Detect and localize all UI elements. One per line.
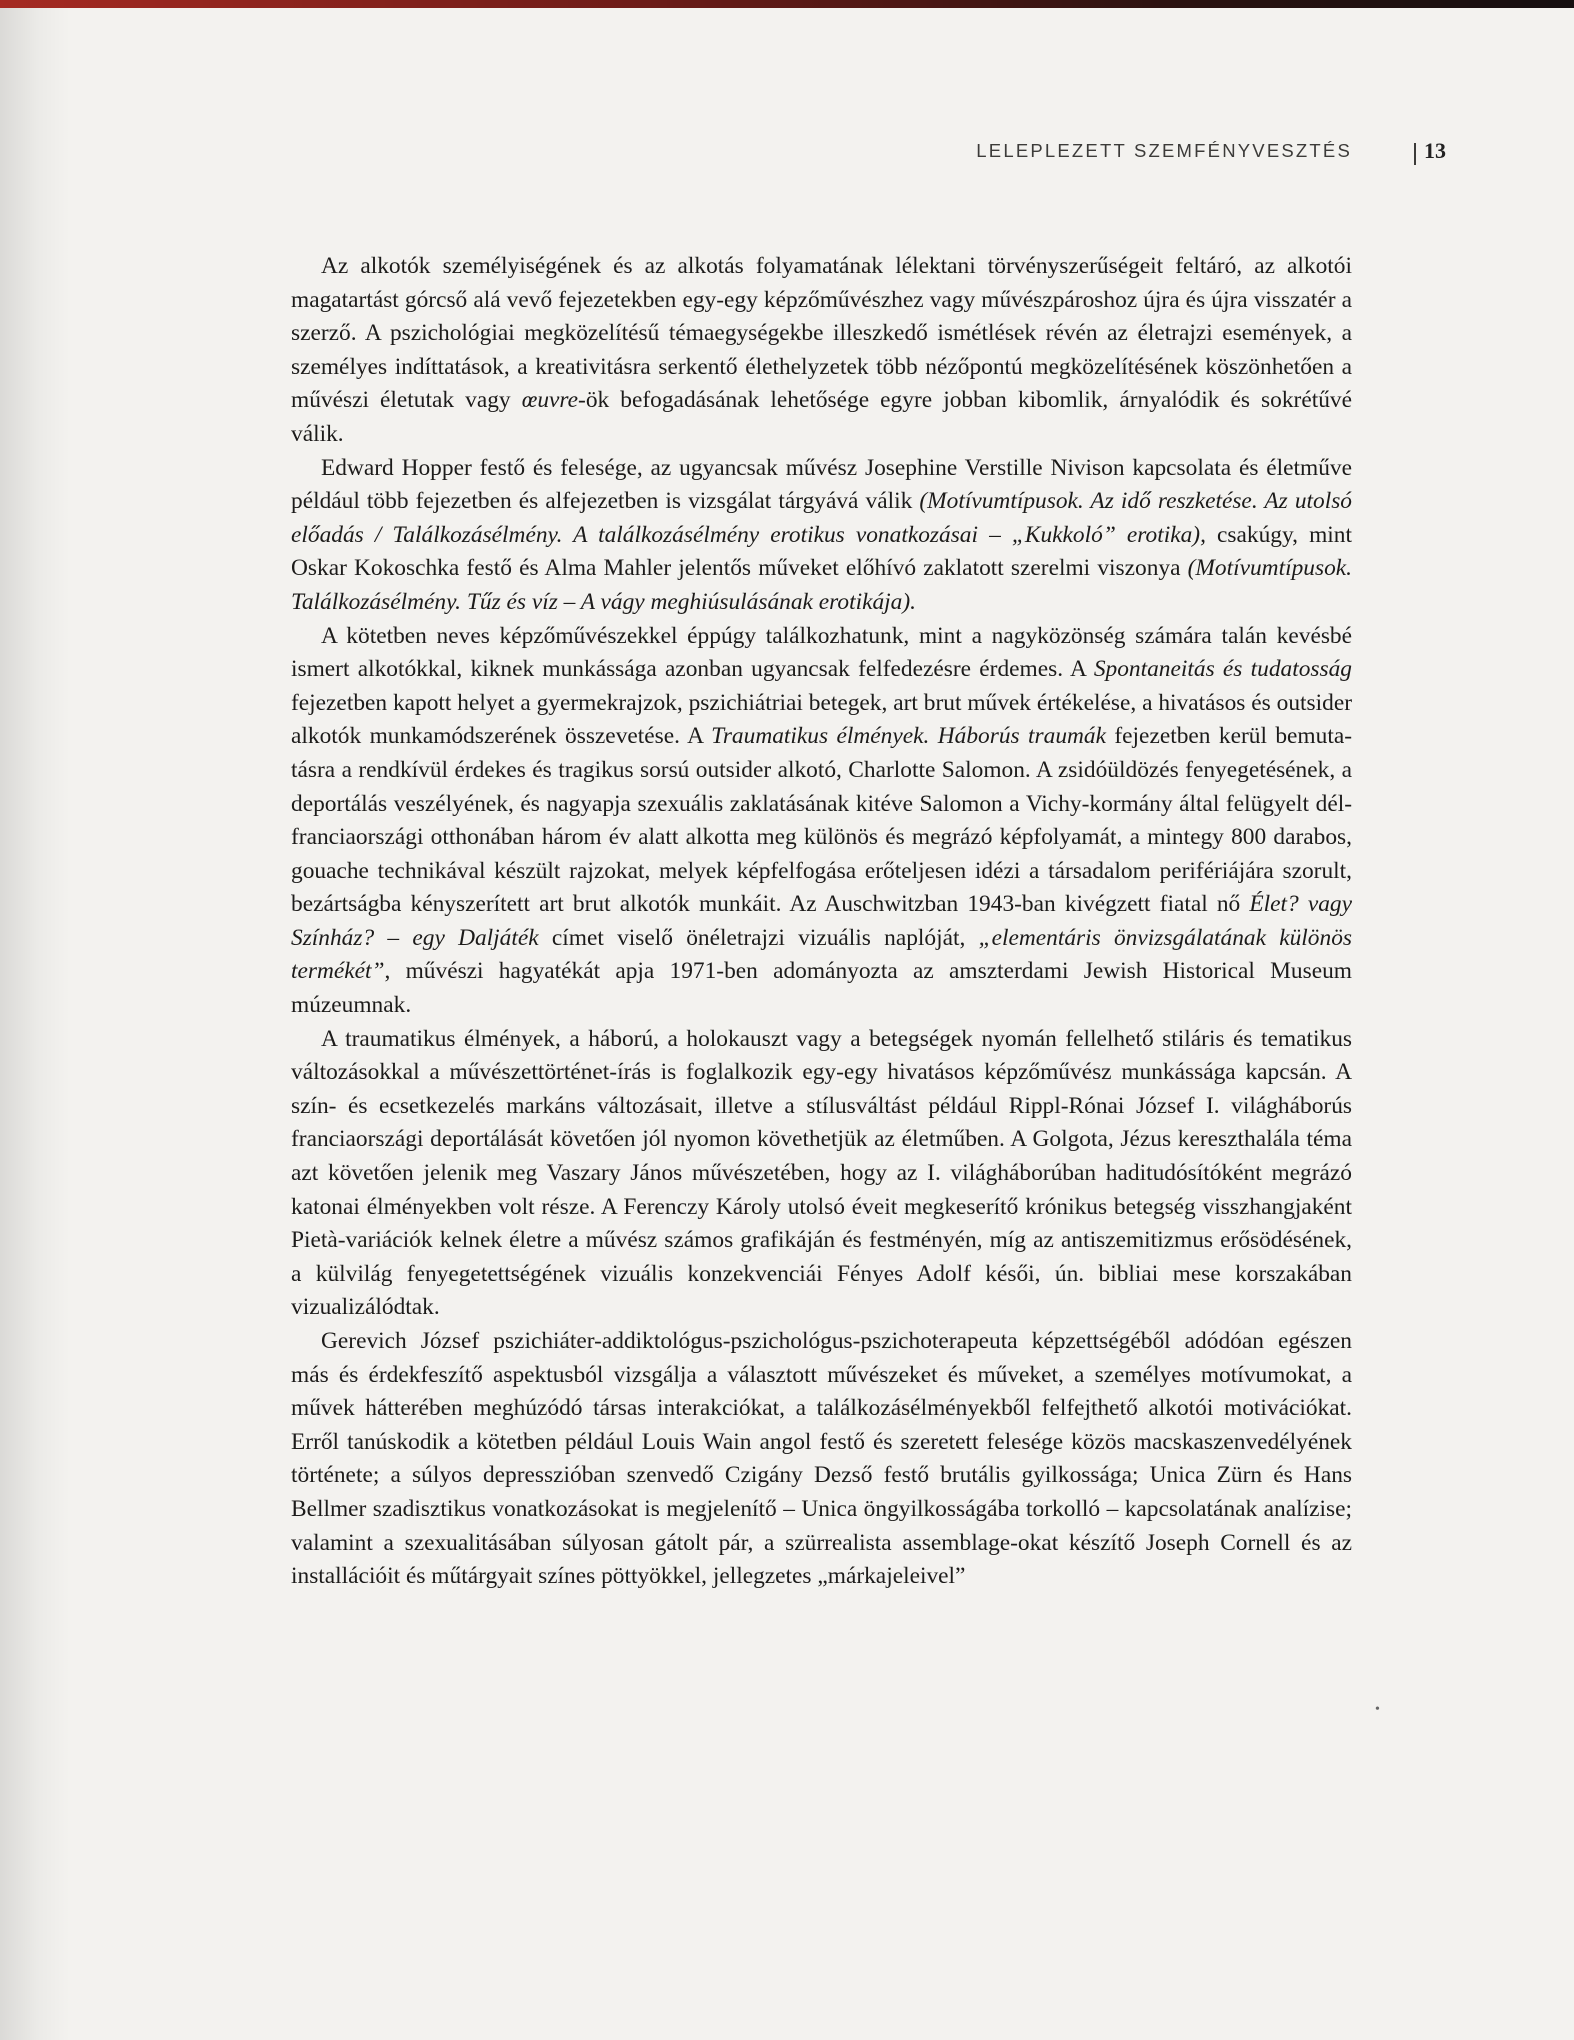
text-run: Edward Hopper festő és felesége, az ugyancsak művész Josephine Verstille Nivison kapcsolata és életműve például több fejezetben és alfejezetben is vizsgálat tárgyává válik bbox=[291, 454, 1352, 515]
page-number: 13 bbox=[1424, 138, 1446, 163]
text-run: Gerevich József pszichiáter-addiktológus-pszichológus-pszichoterapeuta képzettségéből adódóan egészen más és érdekfeszítő aspektusból vizsgálja a választott művészeket és műveket, a személyes motívumokat, a művek hátterében meghúzódó társas interakciókat, a találkozásélményekből felfejthető alkotói motivációkat. Erről tanúskodik a kötetben például Louis Wain angol festő és szeretett felesége közös macskaszenvedélyének története; a súlyos depresszióban szenvedő Czigány Dezső festő brutális gyilkossága; Unica Zürn és Hans Bellmer szadisztikus vonatkozásokat is megjelenítő – Unica öngyilkosságába torkolló – kapcsolatának analízise; valamint a szexualitásában súlyosan gátolt pár, a szürrealista assemblage-okat készítő Joseph Cornell és az installációit és műtárgyait színes pöttyökkel, jellegzetes „márkajeleivel” bbox=[291, 1328, 1352, 1590]
page-top-edge bbox=[0, 0, 1574, 8]
running-head-divider bbox=[1414, 143, 1416, 165]
running-head-title: LELEPLEZETT SZEMFÉNYVESZTÉS bbox=[976, 140, 1352, 161]
paragraph bbox=[291, 250, 1352, 452]
paragraph bbox=[291, 620, 1352, 1023]
text-run: Az alkotók személyiségének és az alkotás folyamatának lélektani törvényszerűségeit feltáró, az alkotói magatartást górcső alá vevő fejezetekben egy-egy képzőművészhez vagy művészpároshoz újra és újra visszatér a szerző. A pszichológiai megközelítésű témaegységekbe illeszkedő ismétlések révén az életrajzi események, a személyes indíttatások, a kreativitásra serkentő élethelyzetek több nézőpontú megközelítésének köszönhetően a művészi életutak vagy bbox=[291, 253, 1352, 414]
paragraph bbox=[291, 452, 1352, 620]
text-run: csakúgy, mint Oskar Kokoschka festő és Alma Mahler jelentős műveket előhívó zaklatott szerelmi viszonya bbox=[291, 521, 1352, 582]
text-run: -ök befogadásának lehetősége egyre jobban kibomlik, árnyalódik és sokrétűvé válik. bbox=[291, 387, 1352, 447]
paragraph bbox=[291, 1325, 1352, 1594]
text-run-italic: Traumatikus élmények. Háborús traumák bbox=[711, 723, 1106, 750]
text-run-italic: (Motívumtípusok. Az idő reszketése. Az utolsó előadás / Találkozásélmény. A találkozásélmény erotikus vonatkozásai – „Kukkoló” erotika), bbox=[291, 488, 1353, 548]
text-run-italic: œuvre bbox=[521, 387, 579, 414]
binding-shadow bbox=[0, 8, 70, 2040]
body-text bbox=[291, 250, 1352, 1594]
text-run-italic: (Motívumtípusok. Találkozásélmény. Tűz és víz – A vágy meghiúsulásának erotikája). bbox=[291, 555, 1352, 615]
text-run: címet viselő önéletrajzi vizuális naplóját, bbox=[538, 924, 979, 951]
paragraph bbox=[291, 1023, 1352, 1325]
text-run: fejezetben kapott helyet a gyermekrajzok, pszichiátriai betegek, art brut művek értékelése, a hivatásos és outsider alkotók munkamódszerének összevetése. A bbox=[291, 689, 1352, 750]
text-run-italic: „elementáris önvizsgálatának különös termékét” bbox=[291, 924, 1352, 985]
text-run: A traumatikus élmények, a háború, a holokauszt vagy a betegségek nyomán fellelhető stiláris és tematikus változásokkal a művészettörténet-írás is foglalkozik egy-egy hivatásos képzőművész munkássága kapcsán. A szín- és ecsetkezelés markáns változásait, illetve a stílusváltást például Rippl-Rónai József I. világháborús franciaországi deportálását követően jól nyomon követhetjük az életműben. A Golgota, Jézus kereszthalála téma azt követően jelenik meg Vaszary János művészetében, hogy az I. világháborúban haditudósítóként megrázó katonai élményekben volt része. A Ferenczy Károly utolsó éveit megkeserítő krónikus betegség visszhangjaként Pietà-variációk kelnek életre a művész számos grafikáján és festményén, míg az antiszemitizmus erősödésének, a külvilág fenyegetettségének vizuális konzekvenciái Fényes Adolf késői, ún. bibliai mese korszakában vizualizálódtak. bbox=[291, 1025, 1352, 1321]
text-run-italic: Spontaneitás és tudatosság bbox=[1093, 656, 1353, 683]
text-run: , művészi hagyatékát apja 1971-ben adományozta az amszterdami Jewish Historical Museum múzeumnak. bbox=[291, 958, 1352, 1019]
text-run-italic: Élet? vagy Színház? – egy Daljáték bbox=[291, 891, 1352, 951]
scan-speck: • bbox=[1375, 1702, 1380, 1717]
text-run: A kötetben neves képzőművészekkel éppúgy találkozhatunk, mint a nagyközönség számára talán kevésbé ismert alkotókkal, kiknek munkássága azonban ugyancsak felfedezésre érdemes. A bbox=[291, 622, 1352, 683]
text-run: fejezetben kerül bemutatásra a rendkívül érdekes és tragikus sorsú outsider alkotó, Charlotte Salomon. A zsidóüldözés fenyegetésének, a deportálás veszélyének, és nagyapja szexuális zaklatásának kitéve Salomon a Vichy-kormány által felügyelt dél-franciaországi otthonában három év alatt alkotta meg különös és megrázó képfolyamát, a mintegy 800 darabos, gouache technikával készült rajzokat, melyek képfelfogása erőteljesen idézi a társadalom perifériájára szorult, bezártságba kényszerített art brut alkotók munkáit. Az Auschwitzban 1943-ban kivégzett fiatal nő bbox=[291, 723, 1352, 918]
